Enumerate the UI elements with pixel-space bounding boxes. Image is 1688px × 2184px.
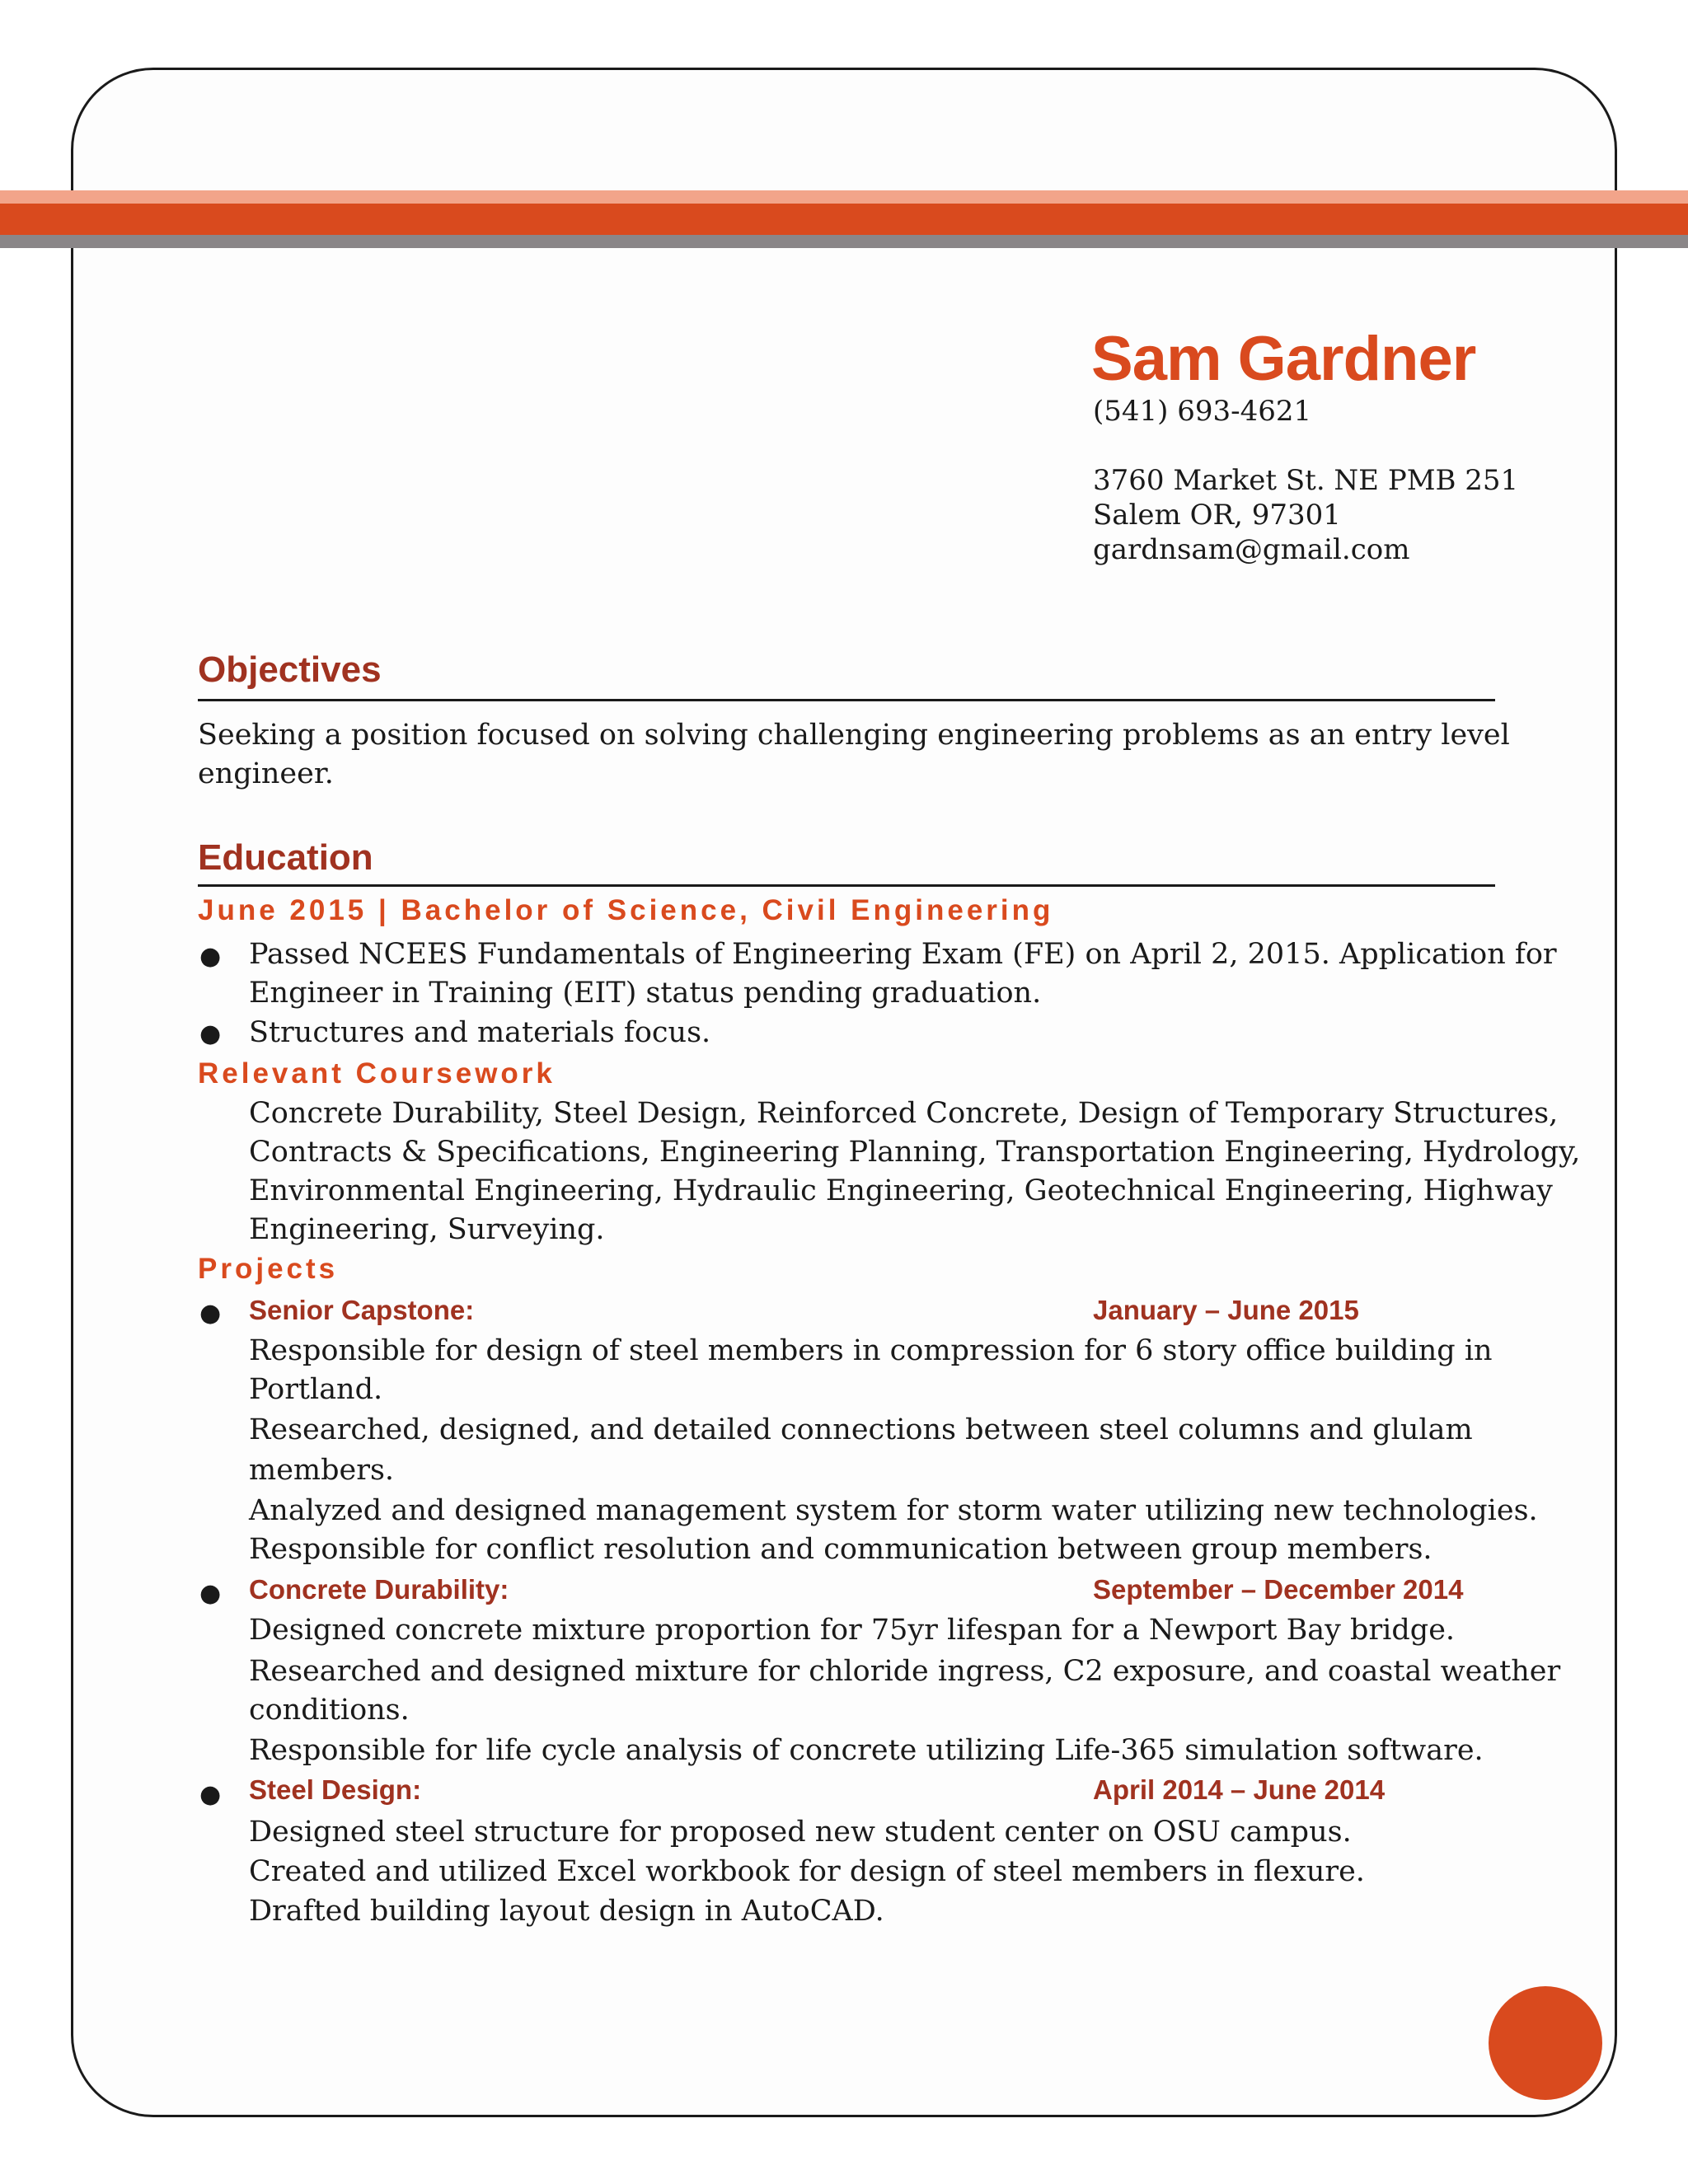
objectives-rule: [198, 699, 1495, 701]
project-title: Senior Capstone:: [249, 1295, 475, 1325]
project-line: Designed steel structure for proposed new student center on OSU campus.: [249, 1816, 1352, 1849]
project-line: Responsible for life cycle analysis of concrete utilizing Life-365 simulation software.: [249, 1734, 1484, 1767]
coursework-line: Engineering, Surveying.: [249, 1213, 605, 1246]
bullet-icon: ●: [199, 1299, 222, 1328]
coursework-line: Environmental Engineering, Hydraulic Engineering, Geotechnical Engineering, Highway: [249, 1174, 1553, 1207]
decorative-circle: [1489, 1986, 1602, 2100]
project-date: January – June 2015: [1093, 1295, 1359, 1325]
project-line: members.: [249, 1454, 395, 1487]
project-line: Researched, designed, and detailed connections between steel columns and glulam: [249, 1413, 1473, 1446]
project-date: September – December 2014: [1093, 1574, 1464, 1605]
education-bullet-line: Structures and materials focus.: [249, 1016, 711, 1049]
project-line: Researched and designed mixture for chloride ingress, C2 exposure, and coastal weather: [249, 1655, 1561, 1688]
education-bullet-line: Passed NCEES Fundamentals of Engineering Exam (FE) on April 2, 2015. Application for: [249, 938, 1557, 971]
degree-heading: June 2015 | Bachelor of Science, Civil Engineering: [198, 894, 1054, 926]
education-bullet-line: Engineer in Training (EIT) status pending graduation.: [249, 977, 1042, 1010]
project-line: Designed concrete mixture proportion for 75yr lifespan for a Newport Bay bridge.: [249, 1614, 1456, 1647]
project-line: Responsible for conflict resolution and communication between group members.: [249, 1533, 1432, 1566]
header-bar-accent: [0, 204, 1688, 235]
bullet-icon: ●: [199, 942, 222, 971]
project-line: Responsible for design of steel members in compression for 6 story office building in: [249, 1334, 1493, 1367]
header-bar-light: [0, 190, 1688, 204]
applicant-name: Sam Gardner: [1091, 324, 1476, 394]
email-address: gardnsam@gmail.com: [1093, 533, 1410, 566]
project-line: Analyzed and designed management system for storm water utilizing new technologies.: [249, 1494, 1538, 1527]
bullet-icon: ●: [199, 1579, 222, 1608]
education-heading: Education: [198, 837, 373, 878]
header-bar-gray: [0, 235, 1688, 248]
projects-heading: Projects: [198, 1253, 339, 1285]
coursework-line: Contracts & Specifications, Engineering Planning, Transportation Engineering, Hydrology,: [249, 1136, 1581, 1169]
objectives-text-line: engineer.: [198, 757, 334, 790]
project-line: Drafted building layout design in AutoCAD.: [249, 1895, 884, 1928]
coursework-line: Concrete Durability, Steel Design, Reinforced Concrete, Design of Temporary Structures,: [249, 1097, 1559, 1130]
project-line: conditions.: [249, 1694, 410, 1727]
project-line: Portland.: [249, 1373, 383, 1406]
bullet-icon: ●: [199, 1780, 222, 1809]
address-line-2: Salem OR, 97301: [1093, 499, 1341, 532]
project-title: Steel Design:: [249, 1774, 422, 1805]
objectives-text-line: Seeking a position focused on solving challenging engineering problems as an entry level: [198, 719, 1510, 752]
project-title: Concrete Durability:: [249, 1574, 509, 1605]
project-date: April 2014 – June 2014: [1093, 1774, 1386, 1805]
project-line: Created and utilized Excel workbook for design of steel members in flexure.: [249, 1855, 1365, 1888]
coursework-heading: Relevant Coursework: [198, 1057, 556, 1090]
address-line-1: 3760 Market St. NE PMB 251: [1093, 464, 1519, 497]
objectives-heading: Objectives: [198, 649, 382, 690]
bullet-icon: ●: [199, 1019, 222, 1048]
education-rule: [198, 884, 1495, 887]
phone-number: (541) 693-4621: [1093, 395, 1312, 428]
